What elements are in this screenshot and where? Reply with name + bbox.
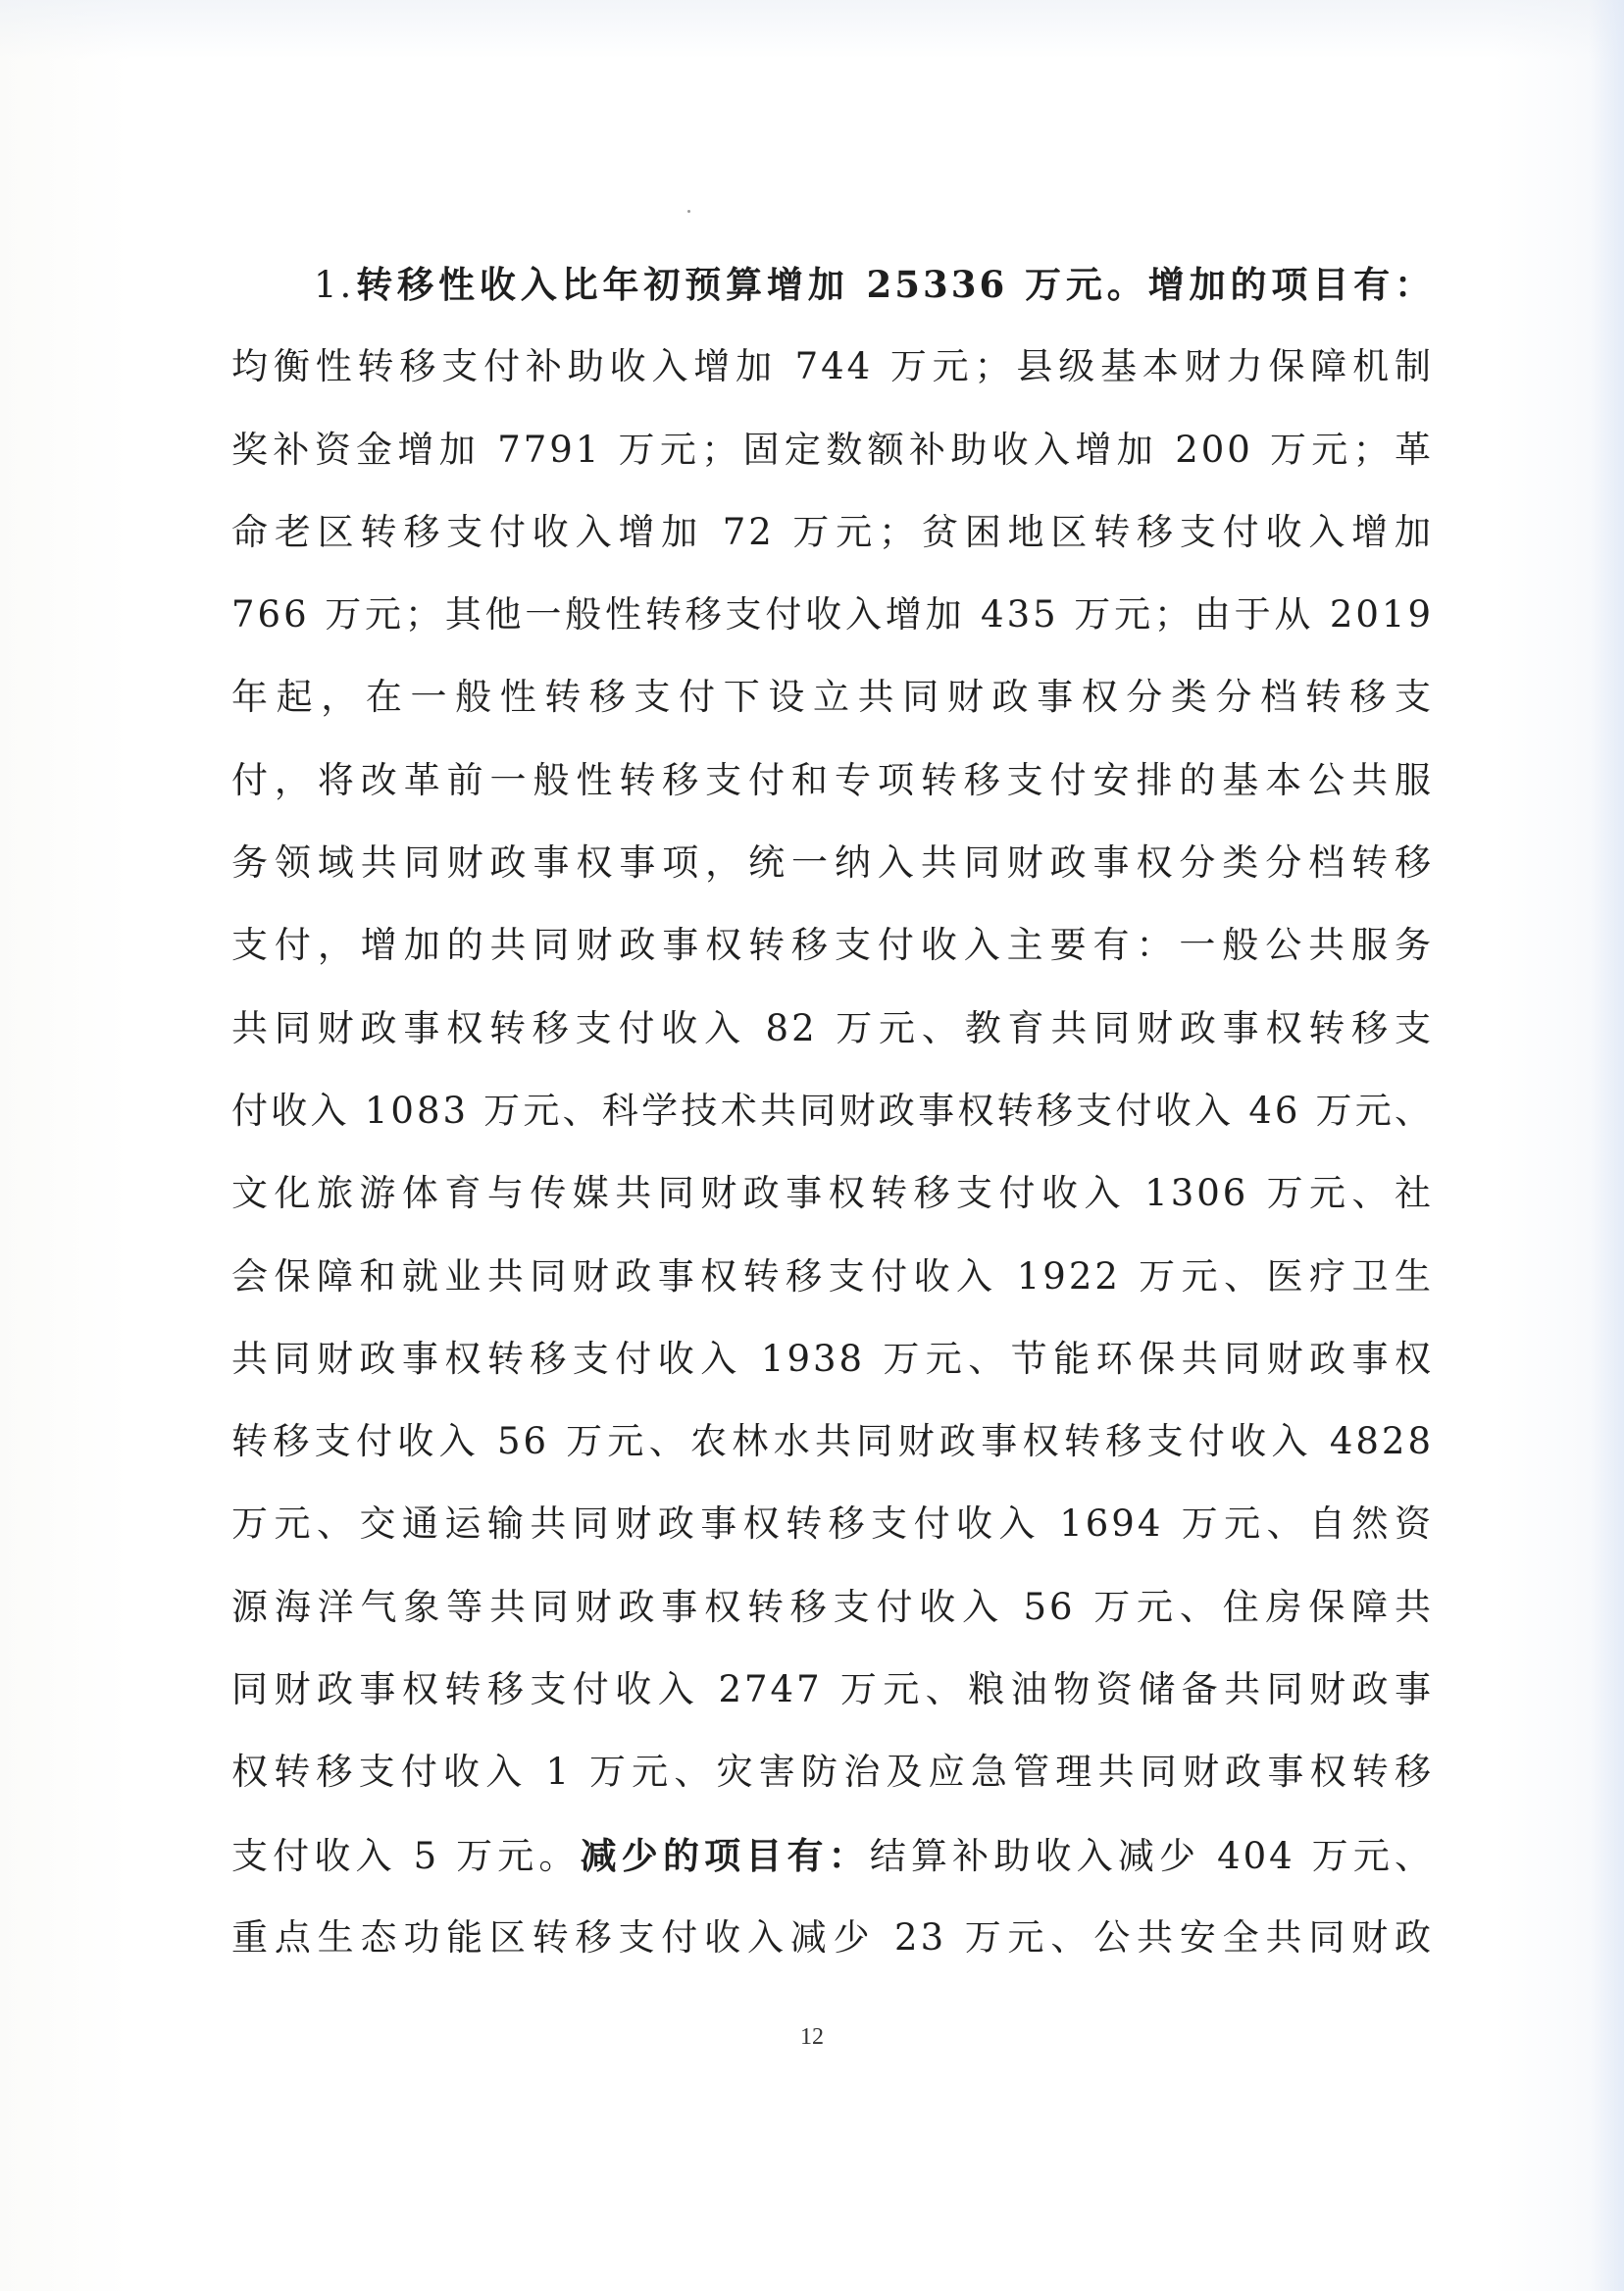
bold-heading-increase: 转移性收入比年初预算增加 25336 万元。增加的项目有： (354, 263, 1434, 306)
text-line-20-rest: 结算补助收入减少 404 万元、 (869, 1834, 1434, 1877)
text-line-20 (231, 1814, 1434, 1897)
text-line-9: 支付，增加的共同财政事权转移支付收入主要有：一般公共服务 (231, 924, 1434, 967)
list-number: 1. (314, 264, 355, 306)
text-line-5: 766 万元；其他一般性转移支付收入增加 435 万元；由于从 2019 (231, 593, 1434, 636)
text-line-16: 万元、交通运输共同财政事权转移支付收入 1694 万元、自然资 (231, 1502, 1434, 1546)
text-line-6: 年起，在一般性转移支付下设立共同财政事权分类分档转移支 (231, 676, 1434, 719)
page-number: 12 (800, 2024, 824, 2050)
text-line-11: 付收入 1083 万元、科学技术共同财政事权转移支付收入 46 万元、 (231, 1089, 1434, 1132)
text-line-12: 文化旅游体育与传媒共同财政事权转移支付收入 1306 万元、社 (231, 1172, 1434, 1215)
text-line-14: 共同财政事权转移支付收入 1938 万元、节能环保共同财政事权 (231, 1337, 1434, 1380)
text-line-10: 共同财政事权转移支付收入 82 万元、教育共同财政事权转移支 (231, 1006, 1434, 1049)
scan-top-shadow (0, 0, 1624, 59)
scan-dust-mark (687, 210, 690, 213)
text-line-18: 同财政事权转移支付收入 2747 万元、粮油物资储备共同财政事 (231, 1668, 1434, 1711)
text-line-21: 重点生态功能区转移支付收入减少 23 万元、公共安全共同财政 (231, 1915, 1434, 1959)
text-line-4: 命老区转移支付收入增加 72 万元；贫困地区转移支付收入增加 (231, 510, 1434, 553)
text-line-2: 均衡性转移支付补助收入增加 744 万元；县级基本财力保障机制 (231, 345, 1434, 388)
text-line-7: 付，将改革前一般性转移支付和专项转移支付安排的基本公共服 (231, 758, 1434, 801)
text-line-8: 务领域共同财政事权事项，统一纳入共同财政事权分类分档转移 (231, 841, 1434, 885)
text-line-17: 源海洋气象等共同财政事权转移支付收入 56 万元、住房保障共 (231, 1585, 1434, 1628)
text-line-13: 会保障和就业共同财政事权转移支付收入 1922 万元、医疗卫生 (231, 1254, 1434, 1298)
text-line-15: 转移支付收入 56 万元、农林水共同财政事权转移支付收入 4828 (231, 1420, 1434, 1463)
bold-heading-decrease: 减少的项目有： (580, 1833, 870, 1877)
text-line-19: 权转移支付收入 1 万元、灾害防治及应急管理共同财政事权转移 (231, 1751, 1434, 1794)
text-line-3: 奖补资金增加 7791 万元；固定数额补助收入增加 200 万元；革 (231, 428, 1434, 471)
scan-edge-shadow (1589, 0, 1624, 2291)
body-paragraph (231, 243, 1434, 1979)
text-line-20-lead: 支付收入 5 万元。 (231, 1834, 581, 1877)
text-line-1 (231, 243, 1434, 326)
